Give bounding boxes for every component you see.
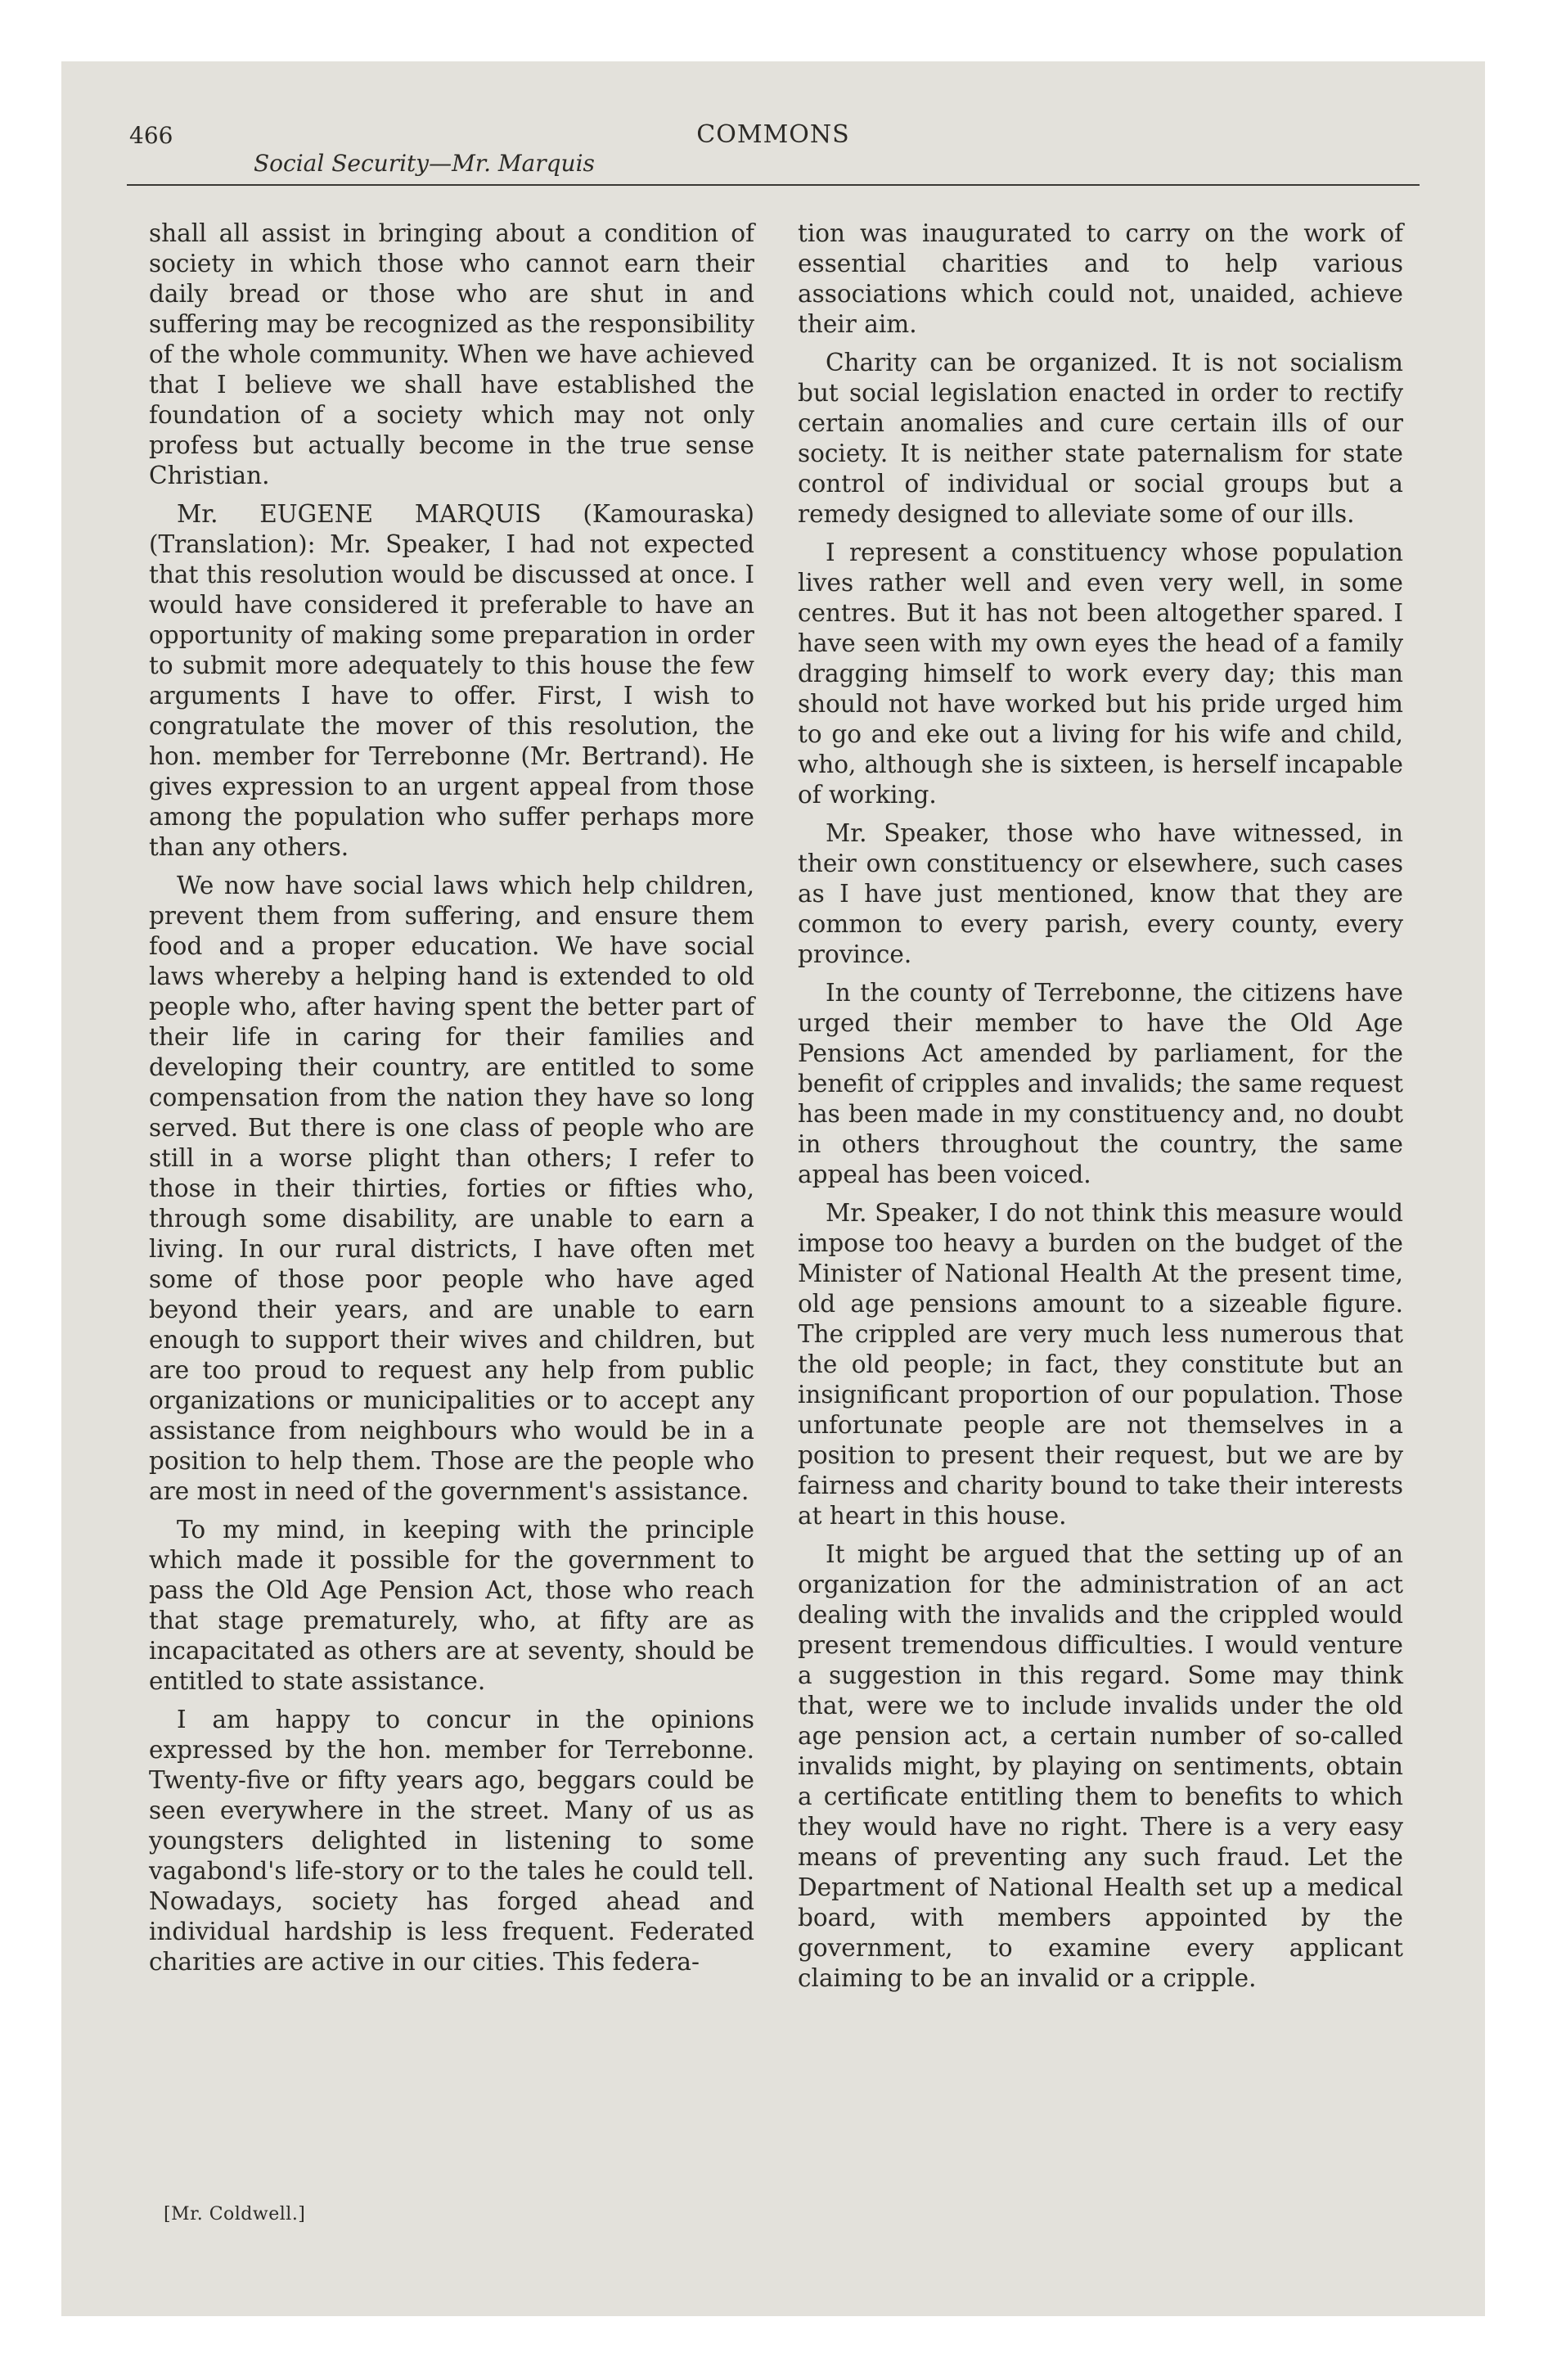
paragraph: Mr. Speaker, those who have witnessed, in their own constituency or elsewhere, such cases as I have just mentioned, know that they are common to every parish, every county, every province. [798, 819, 1403, 968]
left-column [149, 219, 754, 1986]
paragraph: In the county of Terrebonne, the citizens have urged their member to have the Old Age Pensions Act amended by parliament, for the benefit of cripples and invalids; the same request has been made in my constituency and, no doubt in others throughout the country, the same appeal has been voiced. [798, 979, 1403, 1188]
speaker-attribution: [Mr. Coldwell.] [164, 2204, 306, 2224]
paragraph: shall all assist in bringing about a condition of society in which those who cannot earn their daily bread or those who are shut in and suffering may be recognized as the responsibility of the whole community. When we have achieved that I believe we shall have established the foundation of a society which may not only profess but actually become in the true sense Christian. [149, 219, 754, 489]
paragraph: We now have social laws which help children, prevent them from suffering, and ensure them food and a proper education. We have social laws whereby a helping hand is extended to old people who, after having spent the better part of their life in caring for their families and developing their country, are entitled to some compensation from the nation they have so long served. But there is one class of people who are still in a worse plight than others; I refer to those in their thirties, forties or fifties who, through some disability, are unable to earn a living. In our rural districts, I have often met some of those poor people who have aged beyond their years, and are unable to earn enough to support their wives and children, but are too proud to request any help from public organizations or municipalities or to accept any assistance from neighbours who would be in a position to help them. Those are the people who are most in need of the government's assistance. [149, 872, 754, 1505]
paragraph: It might be argued that the setting up of an organization for the administration of an act dealing with the invalids and the crippled would present tremendous difficulties. I would venture a suggestion in this regard. Some may think that, were we to include invalids under the old age pension act, a certain number of so-called invalids might, by playing on sentiments, obtain a certificate entitling them to benefits to which they would have no right. There is a very easy means of preventing any such fraud. Let the Department of National Health set up a medical board, with members appointed by the government, to examine every applicant claiming to be an invalid or a cripple. [798, 1540, 1403, 1992]
paragraph: tion was inaugurated to carry on the work of essential charities and to help various associations which could not, unaided, achieve their aim. [798, 219, 1403, 338]
hansard-page [61, 61, 1485, 2316]
paragraph: To my mind, in keeping with the principle which made it possible for the government to pass the Old Age Pension Act, those who reach that stage prematurely, who, at fifty are as incapacitated as others are at seventy, should be entitled to state assistance. [149, 1516, 754, 1695]
paragraph: Mr. EUGENE MARQUIS (Kamouraska) (Translation): Mr. Speaker, I had not expected that this resolution would be discussed at once. I would have considered it preferable to have an opportunity of making some preparation in order to submit more adequately to this house the few arguments I have to offer. First, I wish to congratulate the mover of this resolution, the hon. member for Terrebonne (Mr. Bertrand). He gives expression to an urgent appeal from those among the population who suffer perhaps more than any others. [149, 500, 754, 861]
section-title: Social Security—Mr. Marquis [254, 150, 595, 177]
paragraph: Mr. Speaker, I do not think this measure would impose too heavy a burden on the budget of the Minister of National Health At the present time, old age pensions amount to a sizeable figure. The crippled are very much less numerous that the old people; in fact, they constitute but an insignificant proportion of our population. Those unfortunate people are not themselves in a position to present their request, but we are by fairness and charity bound to take their interests at heart in this house. [798, 1199, 1403, 1530]
running-head: COMMONS [696, 120, 850, 149]
paragraph: I represent a constituency whose population lives rather well and even very well, in some centres. But it has not been altogether spared. I have seen with my own eyes the head of a family dragging himself to work every day; this man should not have worked but his pride urged him to go and eke out a living for his wife and child, who, although she is sixteen, is herself incapable of working. [798, 539, 1403, 809]
paragraph: Charity can be organized. It is not socialism but social legislation enacted in order to rectify certain anomalies and cure certain ills of our society. It is neither state paternalism for state control of individual or social groups but a remedy designed to alleviate some of our ills. [798, 349, 1403, 528]
paragraph: I am happy to concur in the opinions expressed by the hon. member for Terrebonne. Twenty-five or fifty years ago, beggars could be seen everywhere in the street. Many of us as youngsters delighted in listening to some vagabond's life-story or to the tales he could tell. Nowadays, society has forged ahead and individual hardship is less frequent. Federated charities are active in our cities. This federa- [149, 1706, 754, 1976]
page-number: 466 [129, 122, 173, 149]
header-rule [127, 184, 1420, 186]
right-column [798, 219, 1403, 2002]
